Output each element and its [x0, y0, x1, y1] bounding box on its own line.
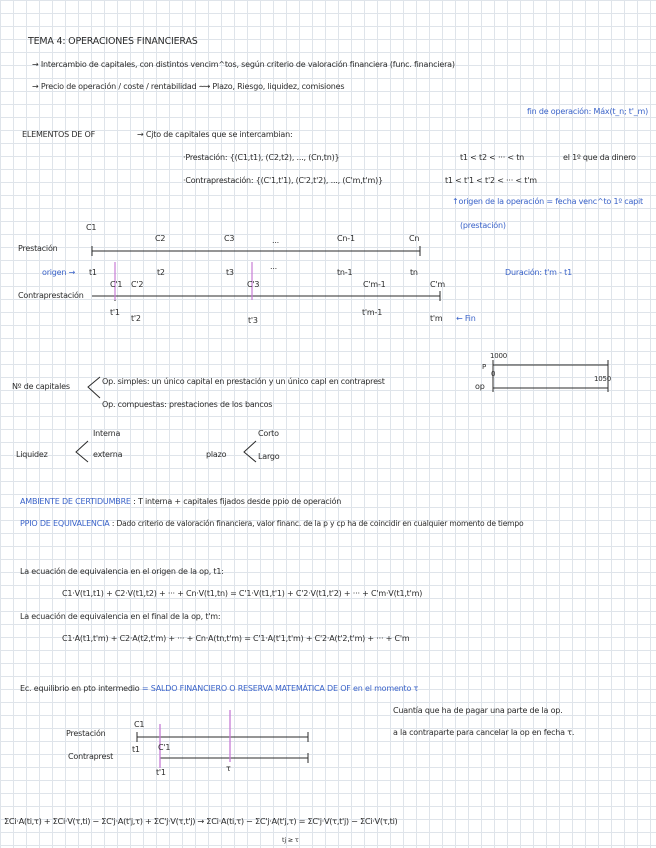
timeline-fin: ← Fin [456, 314, 476, 323]
liquidez-label: Liquidez [16, 450, 48, 459]
prestacion-set: ·Prestación: {(C1,t1), (C2,t2), ..., (Cn,tn)} [183, 153, 340, 162]
mini-top: 1000 [490, 352, 508, 360]
capitales-label: Nº de capitales [12, 382, 70, 391]
elementos-desc: → Cjto de capitales que se intercambian: [137, 130, 293, 139]
equilibrio-note-2: a la contraparte para cancelar la op en fecha τ. [393, 728, 575, 737]
ecuacion-final-label: La ecuación de equivalencia en el final de la op, t'm: [20, 612, 221, 621]
bot-time-m1: t'm-1 [362, 308, 383, 317]
mini-right: 1050 [594, 375, 612, 383]
liquidez-interna: Interna [93, 429, 121, 438]
mini-p: P [482, 363, 487, 371]
bot-time-3: t'3 [248, 316, 258, 325]
equilibrio-t1p: t'1 [156, 768, 166, 777]
equilibrio-note-1: Cuantía que ha de pagar una parte de la op. [393, 706, 563, 715]
top-time-n1: tn-1 [337, 268, 353, 277]
intro-line-1: → Intercambio de capitales, con distintos vencim^tos, según criterio de valoración financiera (func. financiera) [32, 60, 455, 69]
bot-cap-3: C'3 [247, 280, 260, 289]
bot-cap-1: C'1 [110, 280, 123, 289]
equilibrio-formula: ΣCi·A(ti,τ) + ΣCi·V(τ,ti) − ΣC'j·A(t'j,τ) + ΣC'j·V(τ,t'j) → ΣCi·A(ti,τ) − ΣC'j·A(t'j,τ) = ΣC'j·V(τ,t'j) − ΣCi·V(τ,ti) [4, 816, 398, 826]
origen-note-2: (prestación) [460, 221, 506, 230]
certidumbre-text: : T interna + capitales fijados desde ppio de operación [133, 497, 342, 506]
top-time-n: tn [410, 268, 418, 277]
top-cap-n: Cn [409, 234, 420, 243]
elementos-heading: ELEMENTOS DE OF [22, 130, 95, 139]
bot-time-1: t'1 [110, 308, 120, 317]
page-title: TEMA 4: OPERACIONES FINANCIERAS [28, 36, 198, 47]
bot-cap-m1: C'm-1 [363, 280, 386, 289]
op-label: op [475, 382, 485, 391]
certidumbre-heading: AMBIENTE DE CERTIDUMBRE [20, 497, 131, 506]
top-time-dots: ... [270, 262, 278, 271]
ecuacion-origen-label: La ecuación de equivalencia en el origen de la op, t1: [20, 567, 224, 576]
bot-time-m: t'm [430, 314, 443, 323]
ecuacion-final: C1·A(t1,t'm) + C2·A(t2,t'm) + ··· + Cn·A(tn,t'm) = C'1·A(t'1,t'm) + C'2·A(t'2,t'm) + ··· + C'm [62, 634, 410, 643]
fin-operacion-note: fin de operación: Máx(t_n; t'_m) [527, 107, 649, 116]
equilibrio-highlight: = SALDO FINANCIERO O RESERVA MATEMÁTICA DE OF en el momento τ [141, 684, 419, 693]
equilibrio-c1p: C'1 [158, 743, 171, 752]
timeline-prestacion-label: Prestación [18, 244, 58, 253]
equilibrio-label: Ec. equilibrio en pto intermedio [20, 684, 140, 693]
equivalencia-heading: PPIO DE EQUIVALENCIA [20, 519, 110, 528]
top-cap-2: C2 [155, 234, 166, 243]
equilibrio-prestacion: Prestación [66, 729, 106, 738]
top-time-1: t1 [89, 268, 97, 277]
top-cap-n1: Cn-1 [337, 234, 355, 243]
timeline-origen: origen → [42, 268, 76, 277]
top-cap-1: C1 [86, 223, 97, 232]
timeline-contra-label: Contraprestación [18, 291, 84, 300]
top-cap-3: C3 [224, 234, 235, 243]
plazo-corto: Corto [258, 429, 279, 438]
equilibrio-subscript: tj ≥ τ [282, 836, 299, 844]
liquidez-externa: externa [93, 450, 123, 459]
bot-cap-m: C'm [430, 280, 445, 289]
op-simples: Op. simples: un único capital en prestación y un único capl en contraprest [102, 377, 385, 386]
bot-time-2: t'2 [131, 314, 141, 323]
mini-zero: 0 [491, 370, 496, 378]
ecuacion-origen: C1·V(t1,t1) + C2·V(t1,t2) + ··· + Cn·V(t1,tn) = C'1·V(t1,t'1) + C'2·V(t1,t'2) + ··· + C'm·V(t1,t'm) [62, 589, 423, 598]
bot-cap-2: C'2 [131, 280, 144, 289]
top-time-3: t3 [226, 268, 234, 277]
top-cap-dots: ... [272, 236, 280, 245]
equilibrio-contra: Contraprest [68, 752, 114, 761]
op-compuestas: Op. compuestas: prestaciones de los bancos [102, 400, 273, 409]
plazo-largo: Largo [258, 452, 280, 461]
prestacion-note: el 1º que da dinero [563, 153, 636, 162]
plazo-label: plazo [206, 450, 227, 459]
origen-note: ↑origen de la operación = fecha venc^to 1º capit [452, 197, 643, 206]
top-time-2: t2 [157, 268, 165, 277]
equilibrio-c1: C1 [134, 720, 145, 729]
intro-line-2: → Precio de operación / coste / rentabilidad ⟿ Plazo, Riesgo, liquidez, comisiones [32, 82, 345, 91]
contraprestacion-set: ·Contraprestación: {(C'1,t'1), (C'2,t'2), ..., (C'm,t'm)} [183, 176, 383, 185]
timeline-duracion: Duración: t'm - t1 [505, 268, 572, 277]
equilibrio-t1: t1 [132, 745, 140, 754]
equivalencia-text: : Dado criterio de valoración financiera, valor financ. de la p y cp ha de coincidir en cualquier momento de tiempo [111, 519, 524, 528]
equilibrio-tau: τ [226, 764, 231, 773]
prestacion-order: t1 < t2 < ··· < tn [460, 153, 525, 162]
contraprestacion-order: t1 < t'1 < t'2 < ··· < t'm [445, 176, 537, 185]
